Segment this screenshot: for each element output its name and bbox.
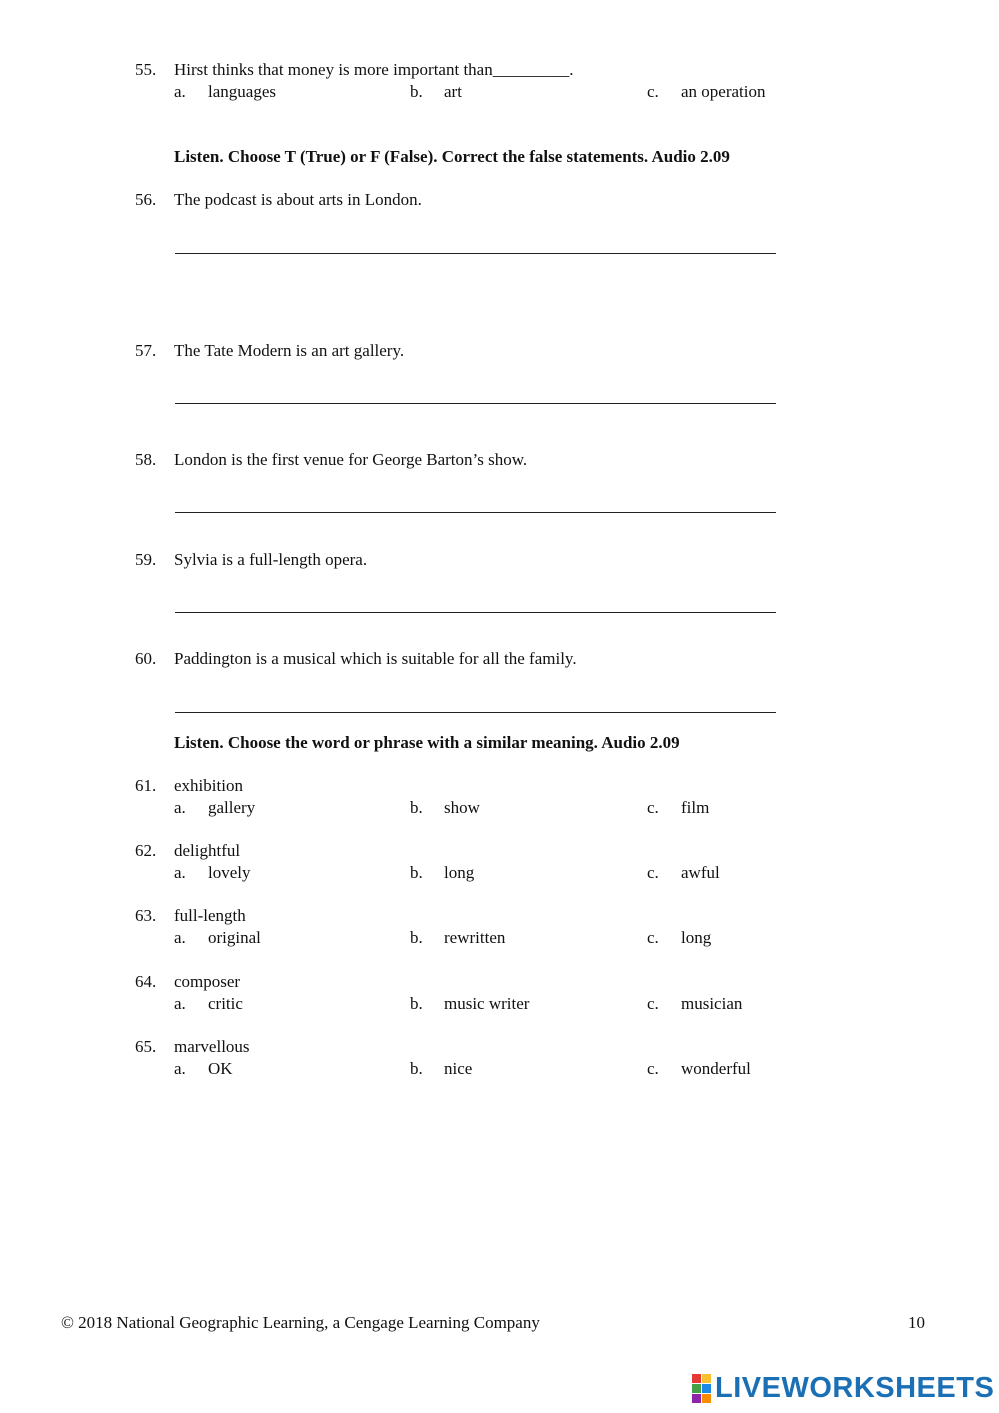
option-letter-a: a. (174, 798, 186, 817)
option-letter-a: a. (174, 1059, 186, 1078)
statement-text: The podcast is about arts in London. (174, 190, 422, 209)
option-b[interactable]: nice (444, 1059, 473, 1078)
option-letter-c: c. (647, 1059, 659, 1078)
question-number: 57. (135, 341, 157, 360)
logo-square (702, 1394, 711, 1403)
option-letter-c: c. (647, 994, 659, 1013)
option-letter-a: a. (174, 82, 186, 101)
option-letter-b: b. (410, 798, 423, 817)
option-a[interactable]: gallery (208, 798, 256, 817)
option-letter-b: b. (410, 82, 423, 101)
section-heading-similar-meaning: Listen. Choose the word or phrase with a similar meaning. Audio 2.09 (174, 733, 680, 752)
statement-text: Paddington is a musical which is suitable for all the family. (174, 649, 577, 668)
answer-line[interactable] (175, 612, 776, 613)
option-letter-c: c. (647, 82, 659, 101)
vocab-word: exhibition (174, 776, 243, 795)
question-number: 60. (135, 649, 157, 668)
question-number: 55. (135, 60, 157, 79)
option-a[interactable]: OK (208, 1059, 233, 1078)
logo-square (702, 1384, 711, 1393)
question-number: 64. (135, 972, 157, 991)
option-b[interactable]: long (444, 863, 475, 882)
option-letter-b: b. (410, 928, 423, 947)
statement-text: The Tate Modern is an art gallery. (174, 341, 405, 360)
answer-line[interactable] (175, 403, 776, 404)
option-b[interactable]: show (444, 798, 480, 817)
question-number: 65. (135, 1037, 157, 1056)
question-number: 56. (135, 190, 157, 209)
option-c[interactable]: film (681, 798, 710, 817)
option-letter-b: b. (410, 994, 423, 1013)
option-letter-b: b. (410, 863, 423, 882)
question-number: 59. (135, 550, 157, 569)
question-stem: Hirst thinks that money is more important than_________. (174, 60, 574, 79)
option-b[interactable]: music writer (444, 994, 530, 1013)
logo-square (702, 1374, 711, 1383)
option-a[interactable]: critic (208, 994, 243, 1013)
answer-line[interactable] (175, 253, 776, 254)
option-letter-c: c. (647, 928, 659, 947)
option-letter-c: c. (647, 798, 659, 817)
answer-line[interactable] (175, 512, 776, 513)
question-number: 62. (135, 841, 157, 860)
question-number: 61. (135, 776, 157, 795)
option-b[interactable]: rewritten (444, 928, 506, 947)
option-letter-a: a. (174, 994, 186, 1013)
copyright-notice: © 2018 National Geographic Learning, a Cengage Learning Company (61, 1313, 540, 1332)
option-a[interactable]: languages (208, 82, 276, 101)
section-heading-true-false: Listen. Choose T (True) or F (False). Correct the false statements. Audio 2.09 (174, 147, 730, 166)
option-c[interactable]: awful (681, 863, 720, 882)
vocab-word: delightful (174, 841, 241, 860)
question-number: 58. (135, 450, 157, 469)
option-letter-a: a. (174, 928, 186, 947)
option-c[interactable]: long (681, 928, 712, 947)
answer-line[interactable] (175, 712, 776, 713)
liveworksheets-logo[interactable] (692, 1372, 994, 1404)
liveworksheets-wordmark: LIVEWORKSHEETS (715, 1371, 995, 1404)
statement-text: Sylvia is a full-length opera. (174, 550, 368, 569)
liveworksheets-logo-icon (692, 1374, 711, 1403)
option-a[interactable]: original (208, 928, 261, 947)
page-number: 10 (908, 1313, 925, 1332)
option-c[interactable]: an operation (681, 82, 766, 101)
question-number: 63. (135, 906, 157, 925)
option-letter-c: c. (647, 863, 659, 882)
option-b[interactable]: art (444, 82, 462, 101)
option-c[interactable]: wonderful (681, 1059, 751, 1078)
logo-square (692, 1394, 701, 1403)
vocab-word: full-length (174, 906, 246, 925)
option-a[interactable]: lovely (208, 863, 251, 882)
logo-square (692, 1384, 701, 1393)
option-letter-a: a. (174, 863, 186, 882)
vocab-word: composer (174, 972, 241, 991)
statement-text: London is the first venue for George Barton’s show. (174, 450, 528, 469)
option-letter-b: b. (410, 1059, 423, 1078)
logo-square (692, 1374, 701, 1383)
vocab-word: marvellous (174, 1037, 250, 1056)
option-c[interactable]: musician (681, 994, 743, 1013)
